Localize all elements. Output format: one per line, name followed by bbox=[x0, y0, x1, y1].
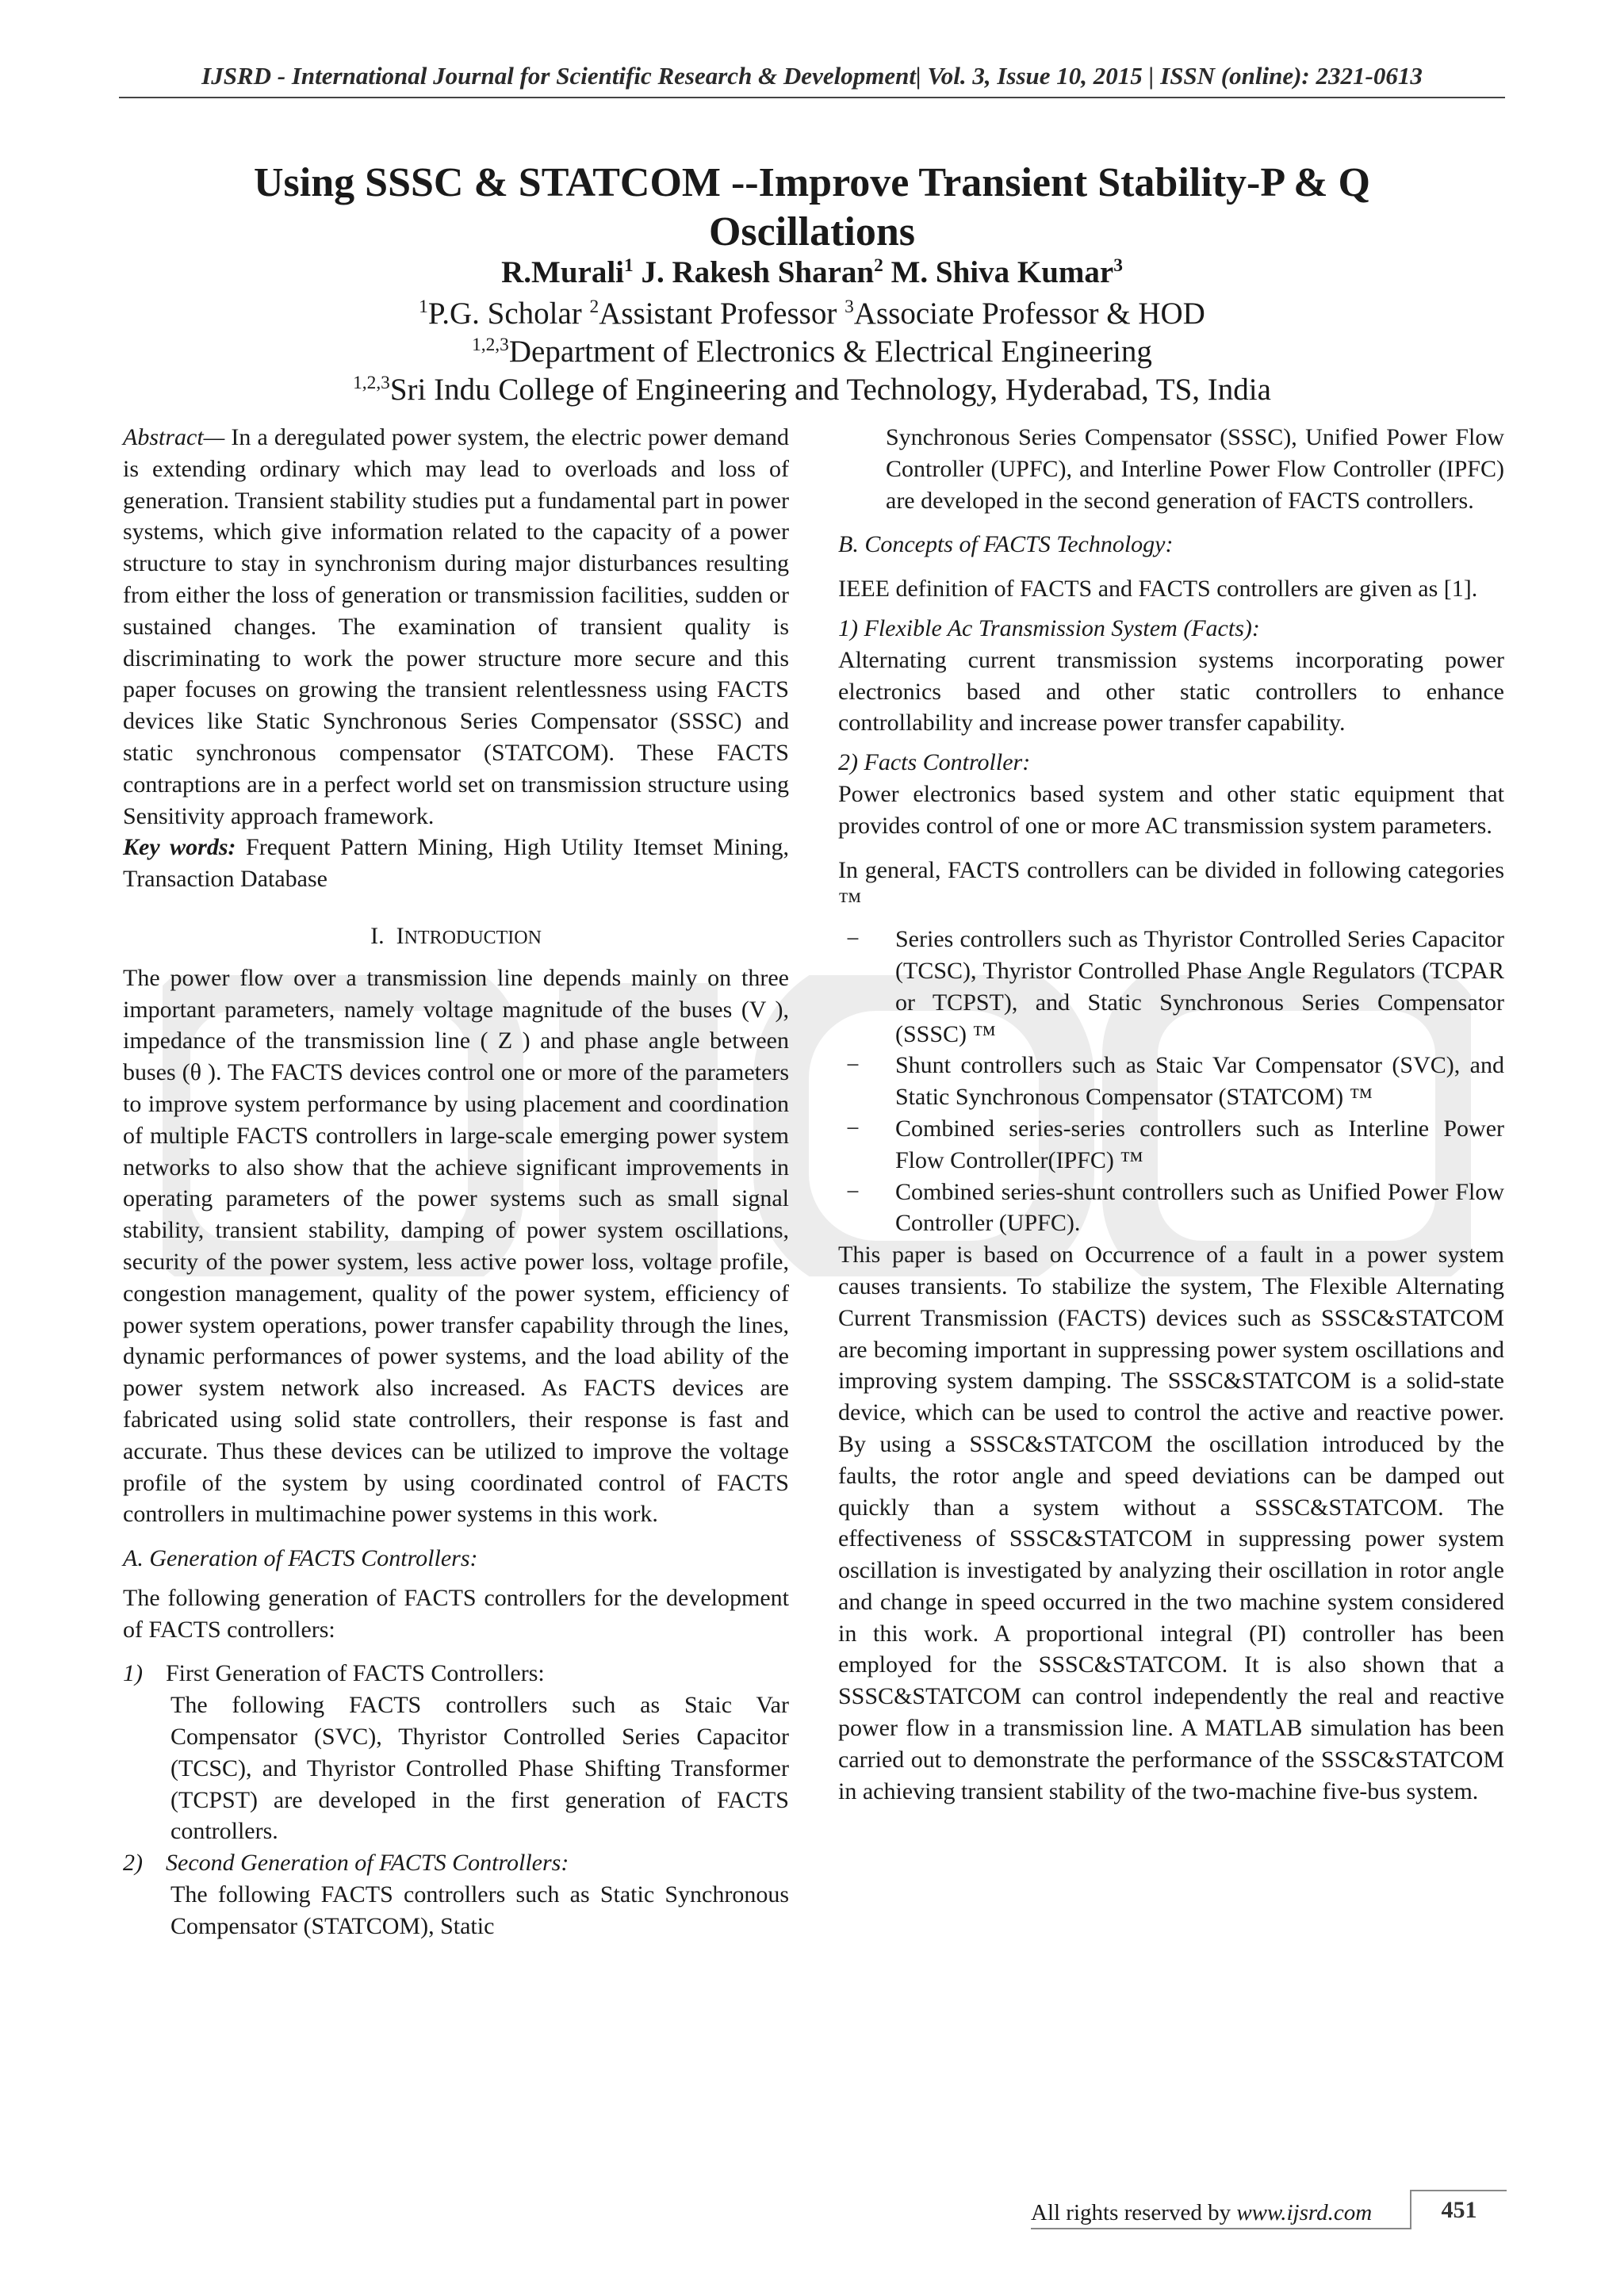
role-1-sup: 1 bbox=[419, 297, 428, 317]
subsection-a-heading: A. Generation of FACTS Controllers: bbox=[123, 1545, 478, 1572]
header-rule bbox=[119, 97, 1505, 98]
list-item bbox=[838, 1050, 1504, 1113]
section-number: I. bbox=[370, 922, 385, 949]
dept-sup: 1,2,3 bbox=[472, 335, 509, 355]
subsection-b-heading: B. Concepts of FACTS Technology: bbox=[838, 531, 1174, 558]
dash-bullet: − bbox=[846, 926, 860, 953]
item-number: 1) bbox=[123, 1660, 143, 1687]
role-2: Assistant Professor bbox=[599, 297, 845, 331]
item-title: First Generation of FACTS Controllers: bbox=[166, 1660, 545, 1687]
section-heading-introduction bbox=[123, 920, 789, 955]
list-item bbox=[838, 1177, 1504, 1240]
rights-text: All rights reserved by bbox=[1031, 2200, 1237, 2225]
footer-rule bbox=[1031, 2228, 1410, 2229]
page-number: 451 bbox=[1410, 2190, 1507, 2229]
list-item bbox=[838, 1113, 1504, 1177]
list-item-second-generation bbox=[123, 1847, 789, 1879]
categories-intro: In general, FACTS controllers can be divided in following categories ™ bbox=[838, 856, 1504, 915]
section-initial: I bbox=[396, 922, 404, 949]
dash-bullet: − bbox=[846, 1052, 860, 1079]
running-head: IJSRD - International Journal for Scientific Research & Development| Vol. 3, Issue 10, 2015 | ISSN (online): 2321-0613 bbox=[201, 62, 1423, 90]
list-item-text: Series controllers such as Thyristor Controlled Series Capacitor (TCSC), Thyristor Controlled Phase Angle Regulators (TCPAR or TCPST), and Static Synchronous Series Compensator (SSSC) ™ bbox=[895, 926, 1504, 1047]
affiliation-roles bbox=[143, 295, 1481, 333]
abstract bbox=[123, 422, 789, 832]
author-2-sup: 2 bbox=[874, 255, 883, 276]
dash-bullet: − bbox=[846, 1115, 860, 1142]
left-column bbox=[123, 422, 789, 1942]
dash-bullet: − bbox=[846, 1178, 860, 1205]
list-item-text: Combined series-series controllers such as Interline Power Flow Controller(IPFC) ™ bbox=[895, 1115, 1504, 1173]
author-1: R.Murali bbox=[501, 255, 624, 289]
role-3: Associate Professor & HOD bbox=[853, 297, 1205, 331]
subsubsection-controller-text: Power electronics based system and other static equipment that provides control of one or more AC transmission system parameters. bbox=[838, 780, 1504, 839]
authors bbox=[143, 254, 1481, 292]
controller-categories-list bbox=[838, 924, 1504, 1239]
affiliation-college bbox=[143, 371, 1481, 409]
college-sup: 1,2,3 bbox=[353, 373, 390, 393]
role-2-sup: 2 bbox=[589, 297, 599, 317]
author-3: M. Shiva Kumar bbox=[891, 255, 1114, 289]
subsubsection-facts-heading: 1) Flexible Ac Transmission System (Facts): bbox=[838, 614, 1260, 641]
list-item-first-generation bbox=[123, 1658, 789, 1689]
list-item-text: Combined series-shunt controllers such as Unified Power Flow Controller (UPFC). bbox=[895, 1178, 1504, 1237]
item-number: 2) bbox=[123, 1850, 143, 1877]
abstract-label: Abstract— bbox=[123, 424, 225, 450]
keywords-text: Frequent Pattern Mining, High Utility Itemset Mining, Transaction Database bbox=[123, 834, 789, 893]
list-item-text: Shunt controllers such as Staic Var Compensator (SVC), and Static Synchronous Compensator (STATCOM) ™ bbox=[895, 1052, 1504, 1111]
intro-paragraph: The power flow over a transmission line depends mainly on three important parameters, namely voltage magnitude of the buses (V ), impedance of the transmission line ( Z ) and phase angle between buses (θ ). The FACTS devices control one or more of the parameters to improve system performance by using placement and coordination of multiple FACTS controllers in large-scale emerging power system networks to also show that the achieve significant improvements in operating parameters of the power systems such as small signal stability, transient stability, damping of power system oscillations, security of the power system, less active power loss, voltage profile, congestion management, quality of the power system, efficiency of power system operations, power transfer capability through the lines, dynamic performances of power systems, and the load ability of the power system network also increased. As FACTS devices are fabricated using solid state controllers, their response is fast and accurate. Thus these devices can be utilized to improve the voltage profile of the system by using coordinated control of FACTS controllers in multimachine power systems in this work. bbox=[123, 964, 789, 1528]
item-title: Second Generation of FACTS Controllers: bbox=[166, 1850, 569, 1877]
section-title-rest: NTRODUCTION bbox=[404, 927, 542, 948]
first-generation-text: The following FACTS controllers such as Staic Var Compensator (SVC), Thyristor Controlled Series Capacitor (TCSC), and Thyristor Controlled Phase Shifting Transformer (TCPST) are developed in the first generation of FACTS controllers. bbox=[170, 1692, 789, 1845]
college: Sri Indu College of Engineering and Technology, Hyderabad, TS, India bbox=[389, 373, 1271, 407]
dept: Department of Electronics & Electrical Engineering bbox=[508, 335, 1152, 369]
subsubsection-facts-text: Alternating current transmission systems incorporating power electronics based and other static controllers to enhance controllability and increase power transfer capability. bbox=[838, 646, 1504, 737]
subsubsection-controller-heading: 2) Facts Controller: bbox=[838, 749, 1031, 776]
author-1-sup: 1 bbox=[624, 255, 634, 276]
author-3-sup: 3 bbox=[1113, 255, 1123, 276]
title-line-2: Oscillations bbox=[708, 209, 916, 254]
subsection-b-paragraph: IEEE definition of FACTS and FACTS controllers are given as [1]. bbox=[838, 576, 1478, 603]
footer-rights bbox=[1031, 2200, 1372, 2226]
title-line-1: Using SSSC & STATCOM --Improve Transient Stability-P & Q bbox=[254, 160, 1370, 205]
second-generation-text-left: The following FACTS controllers such as Static Synchronous Compensator (STATCOM), Static bbox=[170, 1881, 789, 1939]
subsection-a-paragraph: The following generation of FACTS controllers for the development of FACTS controllers: bbox=[123, 1584, 789, 1643]
role-3-sup: 3 bbox=[845, 297, 854, 317]
keywords bbox=[123, 832, 789, 895]
keywords-label: Key words: bbox=[123, 834, 236, 861]
fault-paragraph: This paper is based on Occurrence of a fault in a power system causes transients. To stabilize the system, The Flexible Alternating Current Transmission (FACTS) devices such as SSSC&STATCOM are becoming important in suppressing power system oscillations and improving system damping. The SSSC&STATCOM is a solid-state device, which can be used to control the active and reactive power. By using a SSSC&STATCOM the oscillation introduced by the faults, the rotor angle and speed deviations can be damped out quickly than a system without a SSSC&STATCOM. The effectiveness of SSSC&STATCOM in suppressing power system oscillation is investigated by analyzing their oscillation in rotor angle and change in speed occurred in the two machine system considered in this work. A proportional integral (PI) controller has been employed for the SSSC&STATCOM. It is also shown that a SSSC&STATCOM can control independently the real and reactive power flow in a transmission line. A MATLAB simulation has been carried out to demonstrate the performance of the SSSC&STATCOM in achieving transient stability of the two-machine five-bus system. bbox=[838, 1242, 1504, 1804]
author-2: J. Rakesh Sharan bbox=[641, 255, 875, 289]
affiliation-department bbox=[143, 333, 1481, 371]
list-item bbox=[838, 924, 1504, 1050]
right-column bbox=[838, 422, 1504, 1807]
abstract-text: In a deregulated power system, the electric power demand is extending ordinary which may lead to overloads and loss of generation. Transient stability studies put a fundamental part in power systems, which give information related to the capacity of a power structure to stay in synchronism during major disturbances resulting from either the loss of generation or transmission facilities, sudden or sustained changes. The examination of transient quality is discriminating to work the power structure more secure and this paper focuses on growing the transient relentlessness using FACTS devices like Static Synchronous Series Compensator (SSSC) and static synchronous compensator (STATCOM). These FACTS contraptions are in a perfect world set on transmission structure using Sensitivity approach framework. bbox=[123, 424, 789, 829]
paper-title bbox=[143, 159, 1481, 257]
role-1: P.G. Scholar bbox=[427, 297, 590, 331]
second-generation-text-right: Synchronous Series Compensator (SSSC), Unified Power Flow Controller (UPFC), and Interline Power Flow Controller (IPFC) are developed in the second generation of FACTS controllers. bbox=[886, 424, 1504, 514]
journal-url-link[interactable]: www.ijsrd.com bbox=[1236, 2200, 1373, 2225]
